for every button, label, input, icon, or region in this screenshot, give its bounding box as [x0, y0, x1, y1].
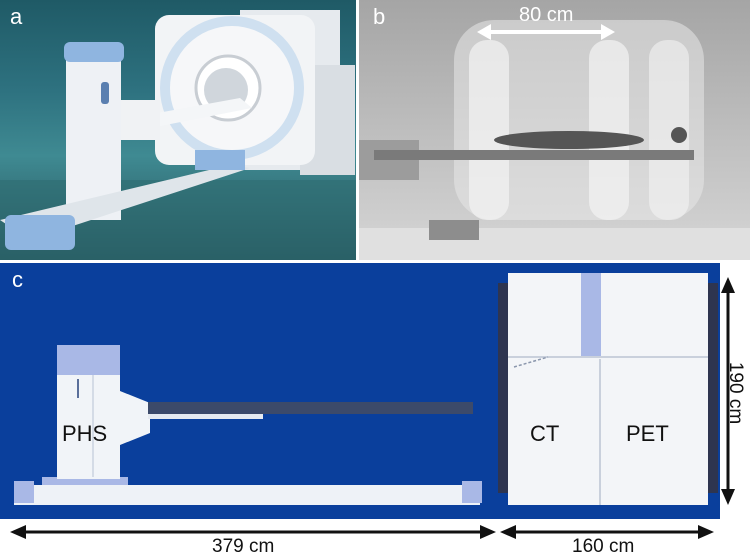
gantry-length-label: 160 cm [572, 536, 635, 557]
panel-a-scanner-photo [0, 0, 356, 260]
length-dimension-arrows [0, 520, 750, 560]
panel-b-gantry-xray [359, 0, 750, 260]
panel-b-label: b [373, 4, 386, 29]
gantry-xray-illustration [359, 0, 750, 260]
phs-label: PHS [62, 421, 108, 446]
bore-diameter-label: 80 cm [519, 4, 574, 26]
ct-label: CT [530, 421, 560, 446]
scanner-photo-illustration [0, 0, 356, 260]
panel-a-label: a [10, 4, 23, 29]
scanner-schematic [0, 263, 720, 519]
pet-label: PET [626, 421, 669, 446]
height-dimension-label: 190 cm [725, 361, 746, 425]
panel-c-label: c [12, 267, 23, 292]
phs-length-label: 379 cm [212, 536, 275, 557]
panel-c-schematic [0, 263, 720, 519]
